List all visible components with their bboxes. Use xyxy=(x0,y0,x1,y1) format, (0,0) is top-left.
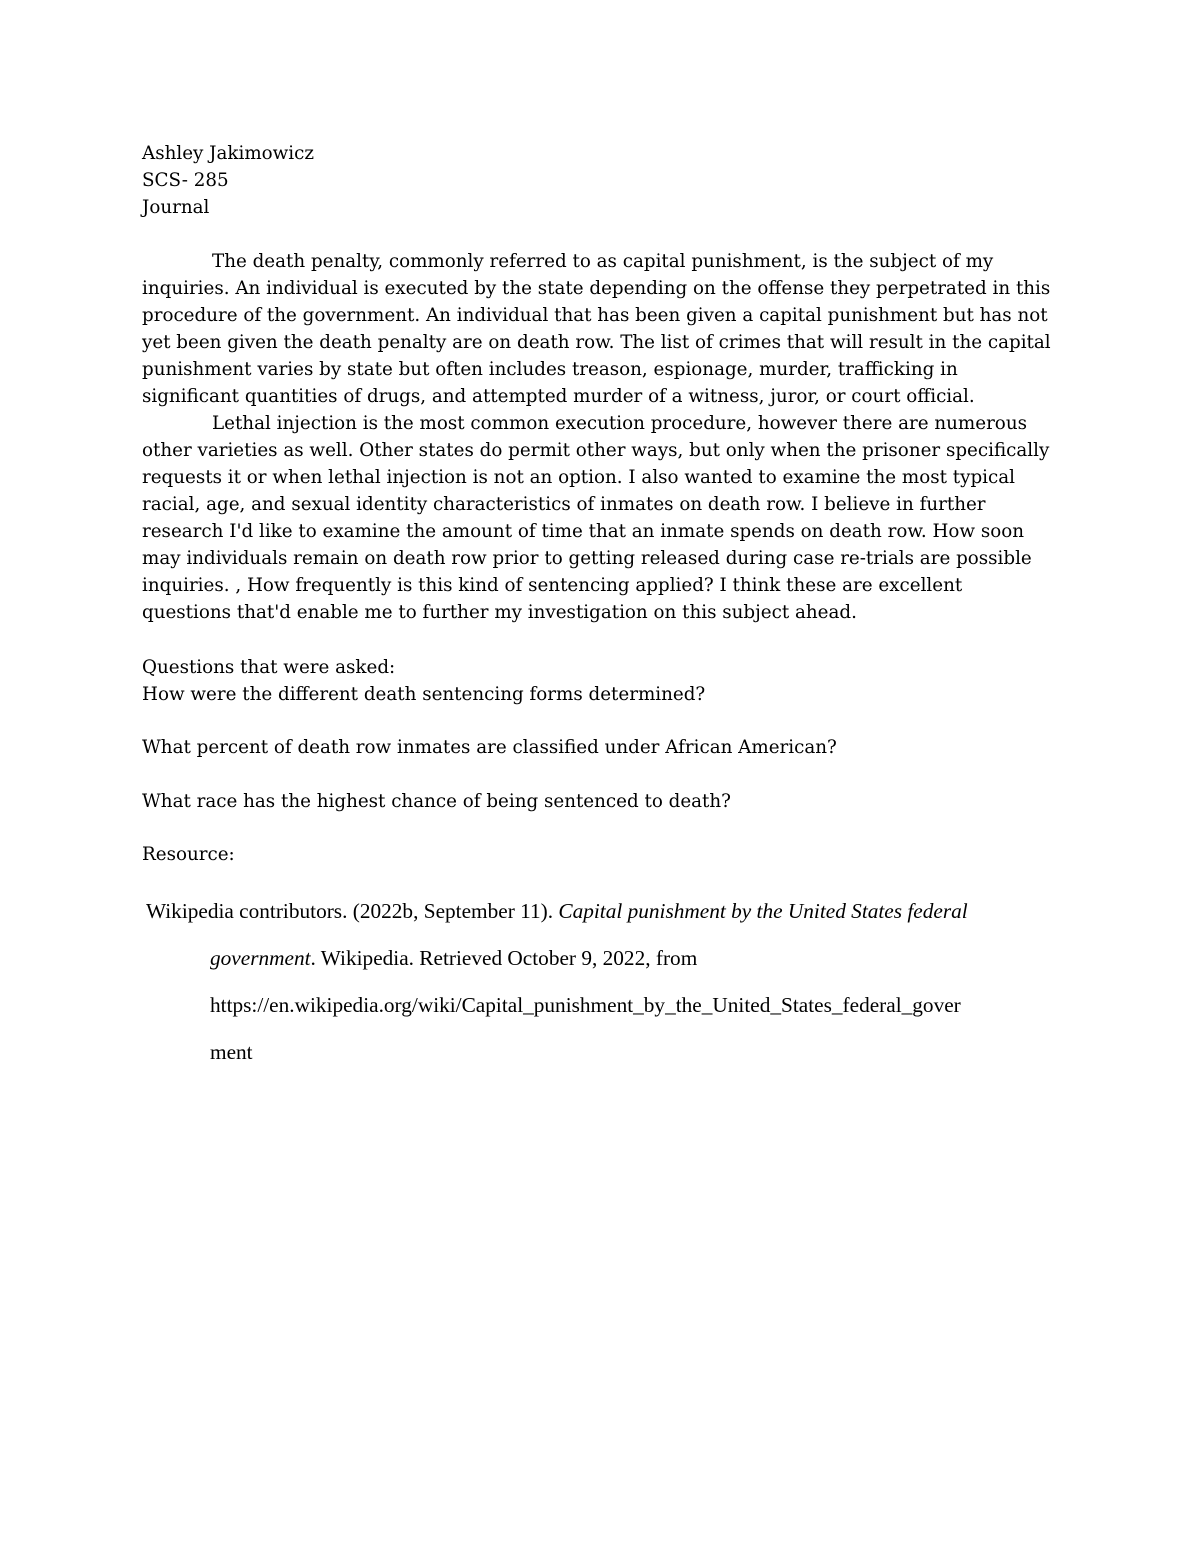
citation-line-1 xyxy=(146,888,1066,935)
course-code: SCS- 285 xyxy=(142,170,229,191)
citation-title-cont: government xyxy=(210,946,311,970)
document-type: Journal xyxy=(142,197,210,218)
question-2: What percent of death row inmates are classified under African American? xyxy=(142,737,837,758)
paragraph-line: procedure of the government. An individual that has been given a capital punishment but has not xyxy=(142,305,1048,326)
paragraph-line: significant quantities of drugs, and attempted murder of a witness, juror, or court official. xyxy=(142,386,975,407)
paragraph-line: yet been given the death penalty are on death row. The list of crimes that will result in the capital xyxy=(142,332,1051,353)
paragraph-line: inquiries. An individual is executed by the state depending on the offense they perpetrated in this xyxy=(142,278,1051,299)
paragraph-1 xyxy=(142,248,1062,410)
questions-section xyxy=(142,654,1062,815)
citation-entry xyxy=(146,888,1066,1076)
paragraph-line: research I'd like to examine the amount of time that an inmate spends on death row. How soon xyxy=(142,521,1025,542)
paragraph-line: Lethal injection is the most common execution procedure, however there are numerous xyxy=(212,413,1027,434)
paragraph-line: requests it or when lethal injection is not an option. I also wanted to examine the most typical xyxy=(142,467,1015,488)
citation-source: . Wikipedia. Retrieved October 9, 2022, from xyxy=(310,946,698,970)
paragraph-line: other varieties as well. Other states do permit other ways, but only when the prisoner specifically xyxy=(142,440,1050,461)
paragraph-line: punishment varies by state but often includes treason, espionage, murder, trafficking in xyxy=(142,359,958,380)
citation-line-2 xyxy=(146,935,1066,982)
paragraph-line: racial, age, and sexual identity characteristics of inmates on death row. I believe in further xyxy=(142,494,986,515)
citation-lead: Wikipedia contributors. (2022b, September 11). xyxy=(146,899,559,923)
author-name: Ashley Jakimowicz xyxy=(142,143,315,164)
paragraph-line: The death penalty, commonly referred to as capital punishment, is the subject of my xyxy=(212,251,994,272)
question-1: How were the different death sentencing forms determined? xyxy=(142,684,706,705)
paragraph-line: inquiries. , How frequently is this kind of sentencing applied? I think these are excellent xyxy=(142,575,963,596)
paragraph-2 xyxy=(142,410,1062,626)
citation-url: https://en.wikipedia.org/wiki/Capital_punishment_by_the_United_States_federal_gover xyxy=(210,993,961,1017)
document-body xyxy=(142,140,1062,868)
citation-title: Capital punishment by the United States federal xyxy=(558,899,968,923)
resource-heading: Resource: xyxy=(142,844,235,865)
citation-url-cont: ment xyxy=(210,1040,253,1064)
questions-heading: Questions that were asked: xyxy=(142,657,396,678)
paragraph-line: questions that'd enable me to further my investigation on this subject ahead. xyxy=(142,602,857,623)
paragraph-line: may individuals remain on death row prior to getting released during case re-trials are possible xyxy=(142,548,1032,569)
question-3: What race has the highest chance of being sentenced to death? xyxy=(142,791,731,812)
